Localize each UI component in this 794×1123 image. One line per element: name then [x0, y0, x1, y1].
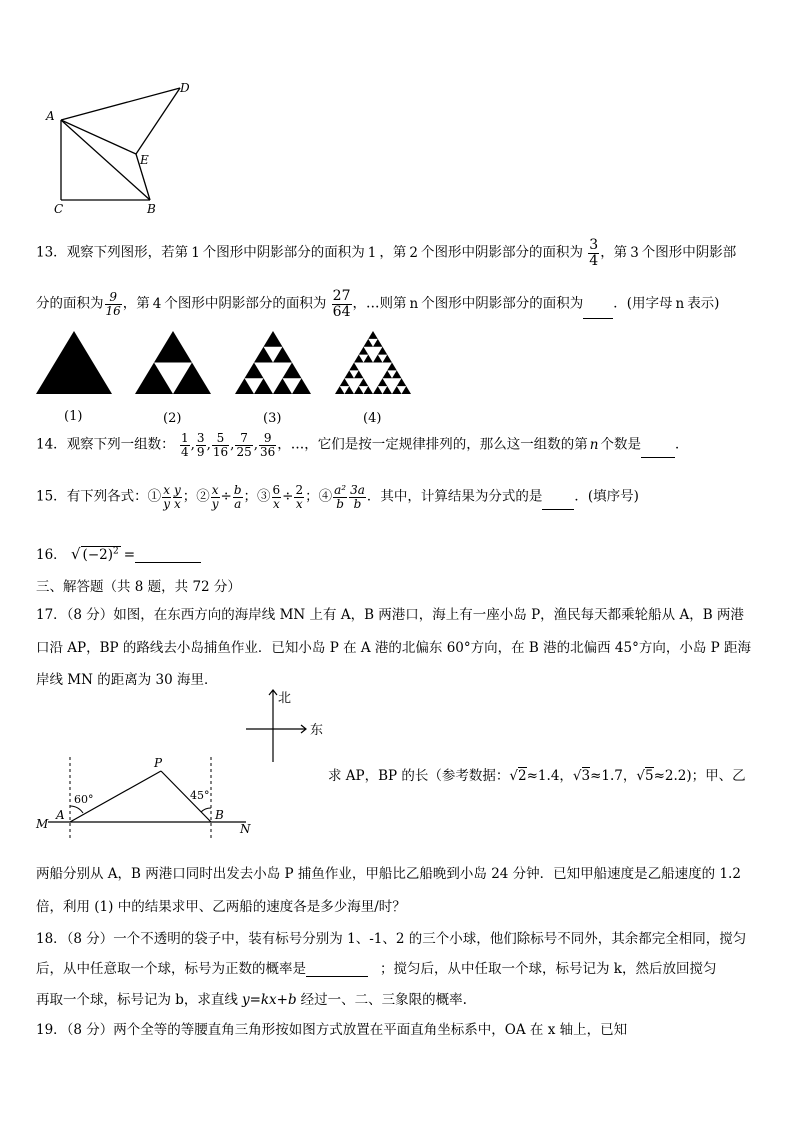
q16-exponent: 2	[112, 546, 119, 557]
q18-l2b: ；搅匀后，从中任取一个球，标号记为 k，然后放回搅匀	[380, 961, 717, 977]
q15-text-f: ．(填序号)	[574, 488, 639, 505]
frac-den: 16	[212, 444, 229, 459]
q13-text-e: ，第	[600, 244, 628, 261]
compass-north: 北	[278, 691, 292, 706]
q13-line2	[36, 289, 719, 319]
segment-AB	[61, 120, 150, 200]
frac-num: 7	[235, 432, 252, 446]
q13-text-e1: 3	[630, 244, 639, 261]
q14-number: 14．	[36, 436, 67, 453]
q18-l2a: 后，从中任意取一个球，标号为正数的概率是	[36, 961, 306, 977]
q14-text-c: 个数是	[600, 436, 641, 453]
frac-num: y	[173, 483, 181, 497]
q13-l2-b: ，第	[122, 295, 150, 312]
q13-text-c1: 2	[409, 244, 418, 261]
q13-text-b1: 1	[367, 244, 377, 261]
q13-fraction-9-16	[105, 291, 122, 317]
q13-text-f: 个图形中阴影部	[641, 244, 737, 261]
frac-den: 16	[105, 303, 121, 318]
frac-num: 6	[272, 483, 281, 497]
q15-number: 15．	[36, 488, 67, 505]
q15-i4-frac-b	[349, 484, 366, 510]
q15-i2-frac-a	[211, 484, 220, 510]
q17-side-text	[328, 764, 746, 784]
frac-den: x	[295, 496, 303, 511]
frac-num: 3	[196, 431, 205, 445]
label-A2: A	[56, 808, 65, 822]
q18-line3	[36, 988, 467, 1008]
q14-text-a: 观察下列一组数：	[66, 436, 175, 453]
q13-l2-d: ，…则第	[352, 295, 407, 312]
q16-expr: (−2)	[82, 547, 113, 563]
q13-text-d: 个图形中阴影部分的面积为	[420, 244, 583, 261]
q18-answer-blank[interactable]	[306, 976, 368, 977]
frac-den: 64	[332, 303, 351, 320]
frac-den: 25	[236, 444, 252, 459]
sqrt-5: √5	[636, 768, 654, 784]
frac-num: 9	[105, 291, 122, 305]
frac-num: 5	[212, 432, 229, 446]
q17-line2: 口沿 AP，BP 的路线去小岛捕鱼作业．已知小岛 P 在 A 港的北偏东 60°方向，在 B 港的北偏西 45°方向，小岛 P 距海	[36, 640, 752, 656]
q13-text-c: ，第	[379, 244, 407, 261]
q14-answer-blank[interactable]	[641, 457, 675, 458]
q17-v2: ≈1.4，	[526, 768, 573, 784]
frac-num: 27	[332, 288, 351, 304]
label-E: E	[140, 153, 149, 167]
q18-line2	[36, 957, 716, 977]
q18-line1: 18．（8 分）一个不透明的袋子中，装有标号分别为 1、-1、2 的三个小球，他们除标号不同外，其余都完全相同，搅匀	[36, 931, 747, 947]
q13-answer-blank[interactable]	[583, 318, 613, 319]
q13-text-a1: 1	[191, 244, 200, 261]
label-P: P	[154, 756, 163, 770]
q15-i3-frac-a	[272, 484, 282, 510]
label-B2: B	[215, 808, 224, 822]
frac-den: 9	[196, 444, 205, 459]
frac-den: 4	[180, 444, 189, 459]
q14-text-d: ．	[675, 436, 689, 453]
frac-num: x	[211, 483, 219, 497]
q17-side-a: 求 AP，BP 的长（参考数据：	[328, 768, 510, 784]
q13-fraction-27-64	[332, 289, 352, 319]
caption-2: (2)	[163, 411, 182, 426]
frac-num: a²	[334, 483, 347, 497]
q14-text-b: ，…，它们是按一定规律排列的，那么这一组数的第	[277, 436, 588, 453]
q17-line3: 岸线 MN 的距离为 30 海里．	[36, 672, 218, 688]
q15-answer-blank[interactable]	[542, 509, 574, 510]
frac-den: x	[173, 496, 181, 511]
caption-3: (3)	[263, 411, 282, 426]
label-A: A	[46, 109, 55, 123]
q13-l2-f: ．(用字母	[613, 295, 673, 312]
frac-num: x	[163, 483, 170, 497]
frac-num: b	[233, 483, 242, 497]
q14-text-n: n	[589, 436, 599, 453]
frac-den: b	[353, 496, 362, 511]
label-B: B	[147, 202, 156, 216]
q18-l3a: 再取一个球，标号记为 b，求直线	[36, 992, 238, 1008]
q13-fraction-3-4	[588, 238, 599, 268]
q17-line5: 倍，利用 (1) 中的结果求甲、乙两船的速度各是多少海里/时？	[36, 899, 406, 915]
q15-text-a: 有下列各式：①	[66, 488, 162, 505]
q17-line1: 17．（8 分）如图，在东西方向的海岸线 MN 上有 A，B 两港口，海上有一座小岛 P，渔民每天都乘轮船从 A，B 两港	[36, 607, 744, 623]
compass-east: 东	[310, 723, 324, 738]
q13-text-a: 观察下列图形，若第	[66, 244, 189, 261]
frac-den: 4	[589, 252, 599, 269]
label-N: N	[240, 822, 251, 836]
q13-l2-e: 个图形中阴影部分的面积为	[421, 295, 584, 312]
top-geometry-figure	[40, 78, 200, 218]
frac-den: a	[234, 496, 242, 511]
angle-60: 60°	[74, 793, 94, 806]
frac-den: 36	[260, 444, 276, 459]
q13-l2-b1: 4	[152, 295, 162, 312]
q15-i4-frac-a	[333, 484, 347, 510]
q15-i2-op: ÷	[220, 488, 232, 505]
frac-num: 1	[180, 431, 189, 445]
q15-i3-op: ÷	[282, 488, 294, 505]
sqrt-2: √2	[509, 768, 527, 784]
caption-4: (4)	[363, 411, 382, 426]
q15-line	[36, 484, 639, 510]
q16-equals: =	[123, 547, 136, 563]
frac-num: 3	[589, 237, 599, 253]
q13-text-b: 个图形中阴影部分的面积为	[202, 244, 365, 261]
q15-i2-frac-b	[233, 484, 243, 510]
label-D: D	[180, 81, 190, 95]
sqrt-2-val: 2	[518, 768, 527, 784]
q13-l2-g: 表示)	[687, 295, 720, 312]
frac-den: y	[163, 496, 170, 511]
frac-num: 3a	[350, 483, 365, 497]
harbor-island-figure	[34, 753, 264, 843]
q14-frac-2	[196, 432, 206, 458]
q17-v5: ≈2.2)；甲、乙	[653, 768, 746, 784]
q15-text-c: ；③	[243, 488, 271, 505]
frac-den: x	[272, 496, 280, 511]
angle-45: 45°	[190, 789, 210, 802]
q14-frac-5	[259, 432, 276, 458]
q13-l2-d1: n	[409, 295, 419, 312]
sqrt-3-val: 3	[581, 768, 591, 784]
frac-den: y	[211, 496, 219, 511]
q15-i3-frac-b	[294, 484, 304, 510]
frac-num: 9	[259, 432, 276, 446]
label-M: M	[36, 817, 49, 831]
caption-1: (1)	[64, 409, 83, 424]
q13-l2-a: 分的面积为	[36, 295, 104, 312]
q15-text-b: ；②	[182, 488, 210, 505]
q13-l2-f1: n	[675, 295, 685, 312]
q17-line4: 两船分别从 A，B 两港口同时出发去小岛 P 捕鱼作业，甲船比乙船晚到小岛 24 分钟．已知甲船速度是乙船速度的 1.2	[36, 866, 741, 882]
q15-i1-frac-a	[162, 484, 171, 510]
section-3-header: 三、解答题（共 8 题，共 72 分）	[36, 579, 241, 595]
q15-i1-frac-b	[173, 484, 182, 510]
q13-l2-c: 个图形中阴影部分的面积为	[164, 295, 327, 312]
label-C: C	[54, 202, 64, 216]
sqrt-5-val: 5	[645, 768, 654, 784]
q16-answer-blank[interactable]	[135, 562, 201, 563]
q14-frac-4	[235, 432, 252, 458]
q16-radicand	[81, 546, 121, 563]
q16-number: 16．	[36, 547, 67, 563]
q17-v3: ≈1.7，	[590, 768, 637, 784]
frac-den: b	[336, 496, 344, 511]
q13-number: 13．	[36, 244, 67, 261]
sqrt-3: √3	[572, 768, 591, 784]
segment-AE	[61, 120, 136, 154]
sqrt-sign-icon: √	[70, 545, 81, 563]
q15-text-d: ；④	[305, 488, 333, 505]
q14-frac-1	[180, 432, 190, 458]
q19-line1: 19．（8 分）两个全等的等腰直角三角形按如图方式放置在平面直角坐标系中，OA 在 x 轴上，已知	[36, 1022, 628, 1038]
q15-text-e: ．其中，计算结果为分式的是	[366, 488, 543, 505]
q18-l3b: 经过一、二、三象限的概率.	[300, 992, 467, 1008]
q18-line-equation: y=kx+b	[241, 992, 297, 1008]
q14-line: 14．观察下列一组数： $\frac{1}{4}$ , $\frac{3}{9}$ , $\frac{5}{16}$ , $\frac{7}{25}$ , $\frac{9}{36}$ ，…，它们是按一定规律排列的，那么这一组数的第 n 个数是 ．	[36, 431, 689, 459]
frac-num: 2	[295, 483, 304, 497]
q14-frac-3	[212, 432, 229, 458]
q16-line	[36, 543, 201, 563]
q13-line1	[36, 238, 736, 268]
